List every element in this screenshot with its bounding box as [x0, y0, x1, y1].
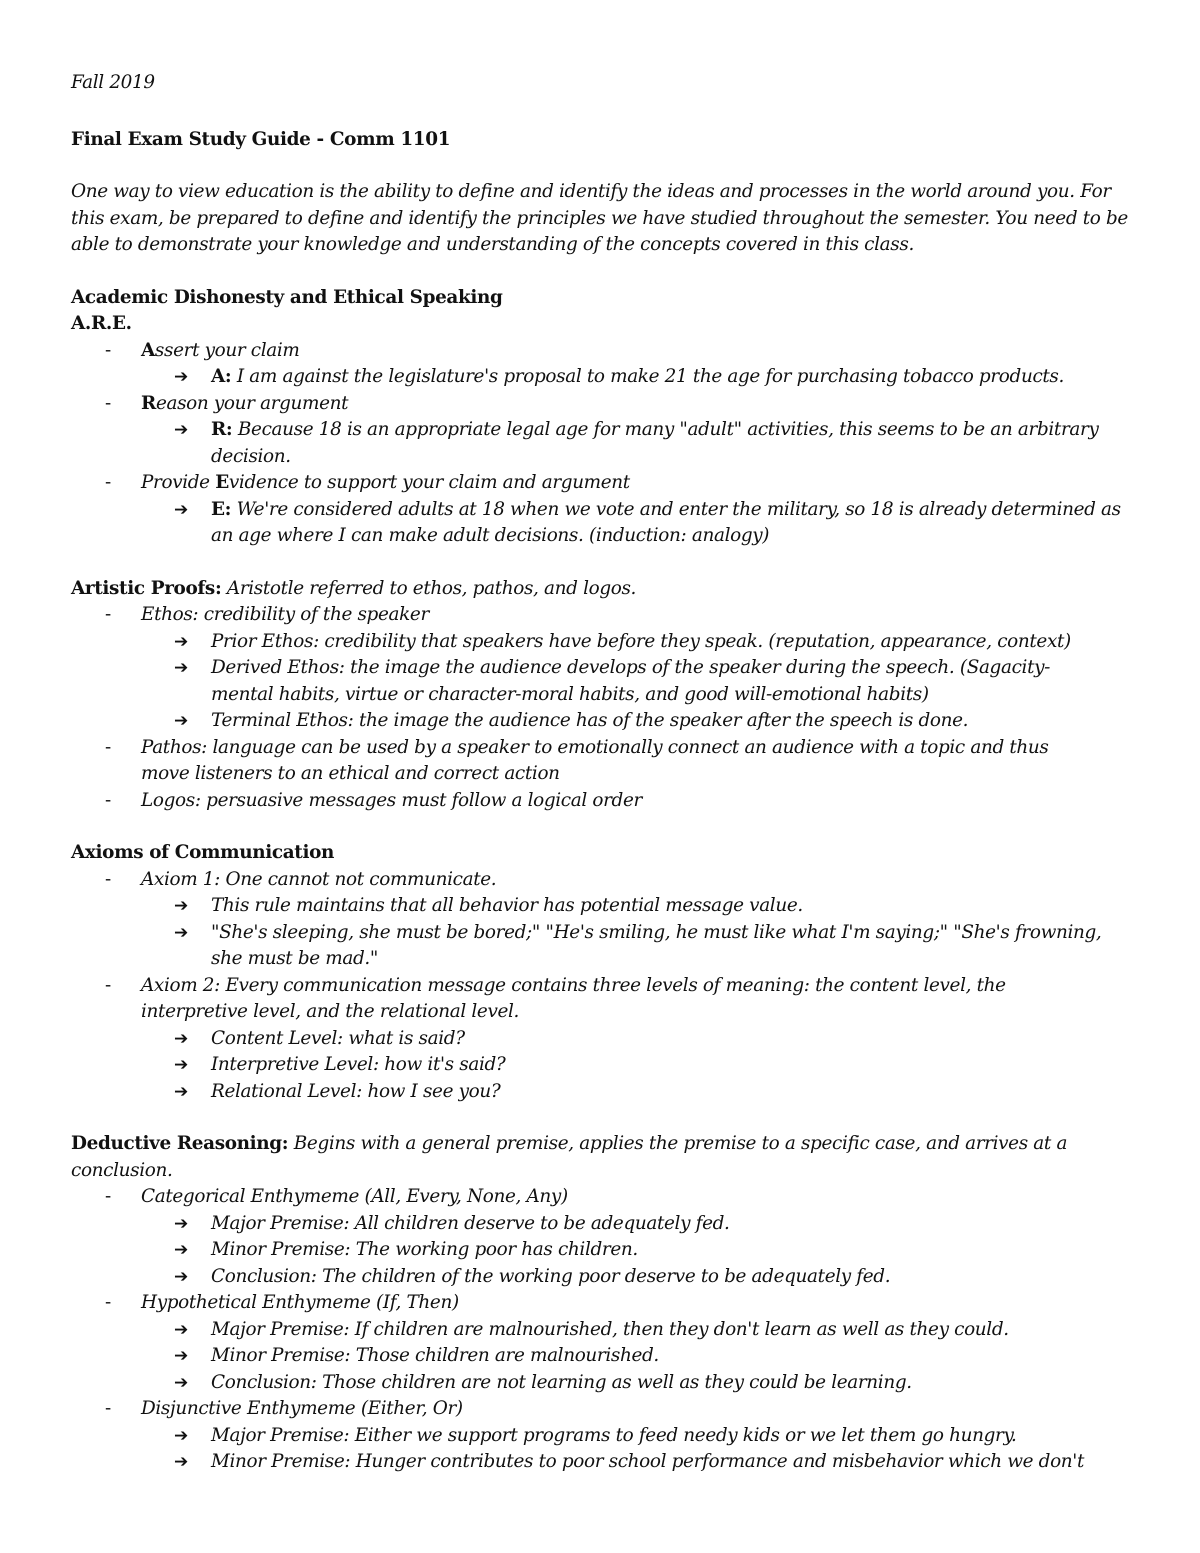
arrow-marker: ➔ — [174, 1346, 188, 1366]
arrow-marker: ➔ — [174, 1028, 188, 1049]
section-heading: Academic Dishonesty and Ethical Speaking — [71, 286, 503, 308]
dash-marker: - — [105, 1186, 111, 1207]
initial-letter: R — [141, 392, 156, 414]
list-item: - Ethos: credibility of the speaker — [71, 602, 1131, 629]
section-axioms — [71, 840, 1131, 1105]
list-item: - Reason your argument — [71, 391, 1131, 418]
arrow-marker: ➔ — [174, 499, 188, 520]
arrow-marker: ➔ — [174, 658, 188, 678]
arrow-marker: ➔ — [174, 631, 188, 652]
arrow-marker: ➔ — [174, 1452, 188, 1472]
sub-list-item: ➔ Derived Ethos: the image the audience develops of the speaker during the speech. (Sagacity-mental habits, virtue or character-moral habits, and good will-emotional habits) — [174, 657, 1051, 705]
arrow-marker: ➔ — [174, 1240, 188, 1260]
section-heading: Axioms of Communication — [71, 842, 335, 863]
dash-marker: - — [105, 1292, 111, 1313]
arrow-marker: ➔ — [174, 1055, 188, 1075]
document-title: Final Exam Study Guide - Comm 1101 — [71, 128, 451, 150]
sub-list-item: ➔ R: Because 18 is an appropriate legal age for many "adult" activities, this seems to be an arbitrary decision. — [174, 419, 1099, 467]
dash-marker: - — [105, 472, 111, 493]
sub-list-item: ➔ Minor Premise: Hunger contributes to poor school performance and misbehavior which we don't — [71, 1449, 1131, 1476]
dash-marker: - — [105, 868, 111, 890]
sub-list-item: ➔ Minor Premise: Those children are malnourished. — [71, 1343, 1131, 1370]
arrow-marker: ➔ — [174, 1213, 188, 1234]
sub-list-item: ➔ Interpretive Level: how it's said? — [71, 1052, 1131, 1079]
dash-marker: - — [105, 392, 111, 414]
list-item: - Provide Evidence to support your claim and argument — [71, 470, 1131, 497]
arrow-marker: ➔ — [174, 1266, 188, 1287]
sub-list-item: ➔ Prior Ethos: credibility that speakers have before they speak. (reputation, appearance, context) — [71, 629, 1131, 656]
study-guide-page — [71, 70, 1131, 1476]
list-item: - Logos: persuasive messages must follow a logical order — [71, 788, 1131, 815]
dash-marker: - — [105, 974, 111, 996]
section-heading: Deductive Reasoning: Begins with a general premise, applies the premise to a specific case, and arrives at a conclusion. — [71, 1133, 1068, 1181]
list-item: - Hypothetical Enthymeme (If, Then) — [71, 1290, 1131, 1317]
list-item: - Disjunctive Enthymeme (Either, Or) — [71, 1396, 1131, 1423]
dash-marker: - — [105, 604, 111, 625]
sub-list-item: ➔ Conclusion: Those children are not learning as well as they could be learning. — [71, 1370, 1131, 1397]
section-academic-dishonesty — [71, 285, 1131, 550]
sub-list-item: ➔ Major Premise: If children are malnourished, then they don't learn as well as they could. — [71, 1317, 1131, 1344]
dash-marker: - — [105, 789, 111, 811]
initial-letter: E — [215, 472, 229, 493]
arrow-marker: ➔ — [174, 896, 188, 916]
section-deductive-reasoning — [71, 1131, 1131, 1476]
sub-list-item: ➔ Content Level: what is said? — [71, 1026, 1131, 1053]
sub-list-item: ➔ This rule maintains that all behavior has potential message value. — [71, 893, 1131, 920]
list-item: - Categorical Enthymeme (All, Every, None, Any) — [71, 1184, 1131, 1211]
section-subheading: A.R.E. — [71, 313, 132, 334]
sub-list-item: ➔ E: We're considered adults at 18 when we vote and enter the military, so 18 is already determined as an age where I can make adult decisions. (induction: analogy) — [174, 498, 1121, 546]
arrow-marker: ➔ — [174, 1081, 188, 1102]
dash-marker: - — [105, 736, 111, 758]
list-item: - Assert your claim — [71, 338, 1131, 365]
sub-list-item: ➔ Major Premise: All children deserve to be adequately fed. — [71, 1211, 1131, 1238]
dash-marker: - — [105, 1398, 111, 1419]
sub-list-item: ➔ "She's sleeping, she must be bored;" "He's smiling, he must like what I'm saying;" "She's frowning, she must be mad." — [174, 921, 1102, 969]
sub-list-item: ➔ Conclusion: The children of the working poor deserve to be adequately fed. — [71, 1264, 1131, 1291]
arrow-marker: ➔ — [174, 711, 188, 731]
section-artistic-proofs — [71, 576, 1131, 815]
sub-list-item: ➔ Terminal Ethos: the image the audience has of the speaker after the speech is done. — [71, 708, 1131, 735]
initial-letter: A — [141, 339, 155, 361]
arrow-marker: ➔ — [174, 1319, 188, 1340]
section-heading: Artistic Proofs: Aristotle referred to ethos, pathos, and logos. — [71, 577, 637, 599]
arrow-marker: ➔ — [174, 1425, 188, 1446]
dash-marker: - — [105, 339, 111, 361]
arrow-marker: ➔ — [174, 1372, 188, 1393]
sub-list-item: ➔ Relational Level: how I see you? — [71, 1079, 1131, 1106]
arrow-marker: ➔ — [174, 922, 188, 943]
list-item: - Axiom 2: Every communication message contains three levels of meaning: the content level, the interpretive level, and the relational level. — [105, 974, 1006, 1022]
semester-label: Fall 2019 — [71, 72, 155, 93]
arrow-marker: ➔ — [174, 367, 188, 387]
intro-paragraph: One way to view education is the ability to define and identify the ideas and processes in the world around you. For this exam, be prepared to define and identify the principles we have studied throughout the semester. You need to be able to demonstrate your knowledge and understanding of the concepts covered in this class. — [71, 181, 1128, 255]
sub-list-item: ➔ Major Premise: Either we support programs to feed needy kids or we let them go hungry. — [71, 1423, 1131, 1450]
list-item: - Pathos: language can be used by a speaker to emotionally connect an audience with a topic and thus move listeners to an ethical and correct action — [105, 736, 1049, 784]
list-item: - Axiom 1: One cannot not communicate. — [71, 867, 1131, 894]
sub-list-item: ➔ Minor Premise: The working poor has children. — [71, 1237, 1131, 1264]
arrow-marker: ➔ — [174, 420, 188, 440]
sub-list-item: ➔ A: I am against the legislature's proposal to make 21 the age for purchasing tobacco products. — [71, 364, 1131, 391]
